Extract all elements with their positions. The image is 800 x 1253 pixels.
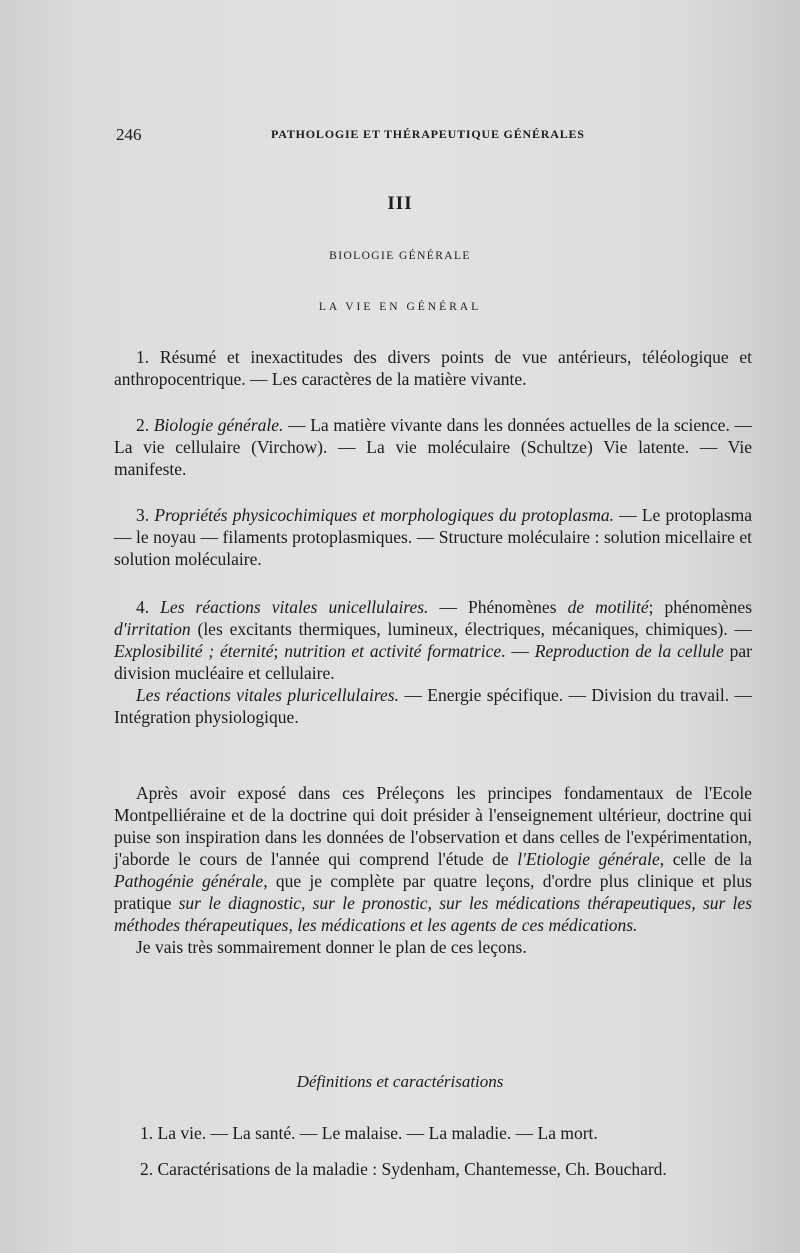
paragraph-closing: Je vais très sommairement donner le plan de ces leçons. — [136, 937, 527, 957]
item-3-number: 3. — [136, 505, 150, 525]
page-number: 246 — [116, 125, 142, 144]
item-4-subtitle: Les réactions vitales pluricellulaires. — [136, 685, 399, 705]
item-4 — [114, 596, 752, 728]
paragraph-pathogenie: Pathogénie générale — [114, 871, 264, 891]
item-4-text-3: (les excitants thermiques, lumineux, électriques, mécaniques, chimiques). — — [190, 619, 752, 639]
item-4-title: Les réactions vitales unicellulaires. — [160, 597, 429, 617]
item-1-text: Résumé et inexactitudes des divers points de vue antérieurs, téléologique et anthropocentrique. — Les caractères de la matière vivante. — [114, 347, 753, 389]
paragraph-etiologie: l'Etiologie générale — [517, 849, 660, 869]
item-4-number: 4. — [136, 597, 150, 617]
item-4-text-2: ; phénomènes — [648, 597, 752, 617]
item-4-reproduction: Reproduction de la cellule — [534, 641, 724, 661]
item-2-title: Biologie générale. — [153, 415, 284, 435]
paragraph-text-3: , que je complète par quatre leçons, d'ordre plus clinique et plus pratique — [114, 871, 752, 913]
item-4-text-4: ; — [273, 641, 285, 661]
item-4-subtext: — Energie spécifique. — Division du travail. — Intégration physiologique. — [114, 685, 752, 727]
item-4-irritation: d'irritation — [114, 619, 191, 639]
subsection-title: LA VIE EN GÉNÉRAL — [318, 301, 482, 313]
item-2 — [114, 414, 752, 480]
item-1-number: 1. — [136, 347, 150, 367]
paragraph-text-2: , celle de la — [659, 849, 753, 869]
paragraph-text-1: Après avoir exposé dans ces Préleçons les principes fondamentaux de l'Ecole Montpelliéraine et de la doctrine qui doit présider à l'enseignement ultérieur, doctrine qui puise son inspiration dans les données de l'observation et dans celles de l'expérimentation, j'aborde le cours de l'année qui comprend l'étude de — [114, 783, 752, 869]
item-4-text-1: — Phénomènes — [428, 597, 568, 617]
item-2-number: 2. — [136, 415, 150, 435]
item-4-explosibilite: Explosibilité ; éternité — [114, 641, 274, 661]
item-4-nutrition: nutrition et activité formatrice — [284, 641, 502, 661]
item-3 — [114, 504, 752, 570]
definition-line-1: 1. La vie. — La santé. — Le malaise. — La maladie. — La mort. — [140, 1123, 598, 1143]
definitions-title: Définitions et caractérisations — [296, 1072, 504, 1091]
item-4-text-6: par division mucléaire et cellulaire. — [114, 641, 752, 683]
item-4-motilite: de motilité — [567, 597, 649, 617]
item-4-text-5: . — — [501, 641, 535, 661]
definition-line-2: 2. Caractérisations de la maladie : Sydenham, Chantemesse, Ch. Bouchard. — [140, 1159, 667, 1179]
item-1 — [114, 346, 752, 390]
item-3-text: — Le protoplasma — le noyau — filaments protoplasmiques. — Structure moléculaire : solution micellaire et solution moléculaire. — [114, 505, 753, 569]
running-title: PATHOLOGIE ET THÉRAPEUTIQUE GÉNÉRALES — [271, 127, 585, 141]
section-number: III — [387, 193, 413, 214]
paragraph-italic-list: sur le diagnostic, sur le pronostic, sur les médications thérapeutiques, sur les méthodes thérapeutiques, les médications et les agents de ces médications. — [114, 893, 753, 935]
item-3-title: Propriétés physicochimiques et morphologiques du protoplasma. — [154, 505, 614, 525]
section-title: BIOLOGIE GÉNÉRALE — [329, 250, 471, 262]
intro-paragraph — [114, 782, 752, 958]
item-2-text: — La matière vivante dans les données actuelles de la science. — La vie cellulaire (Virchow). — La vie moléculaire (Schultze) Vie latente. — Vie manifeste. — [114, 415, 753, 479]
